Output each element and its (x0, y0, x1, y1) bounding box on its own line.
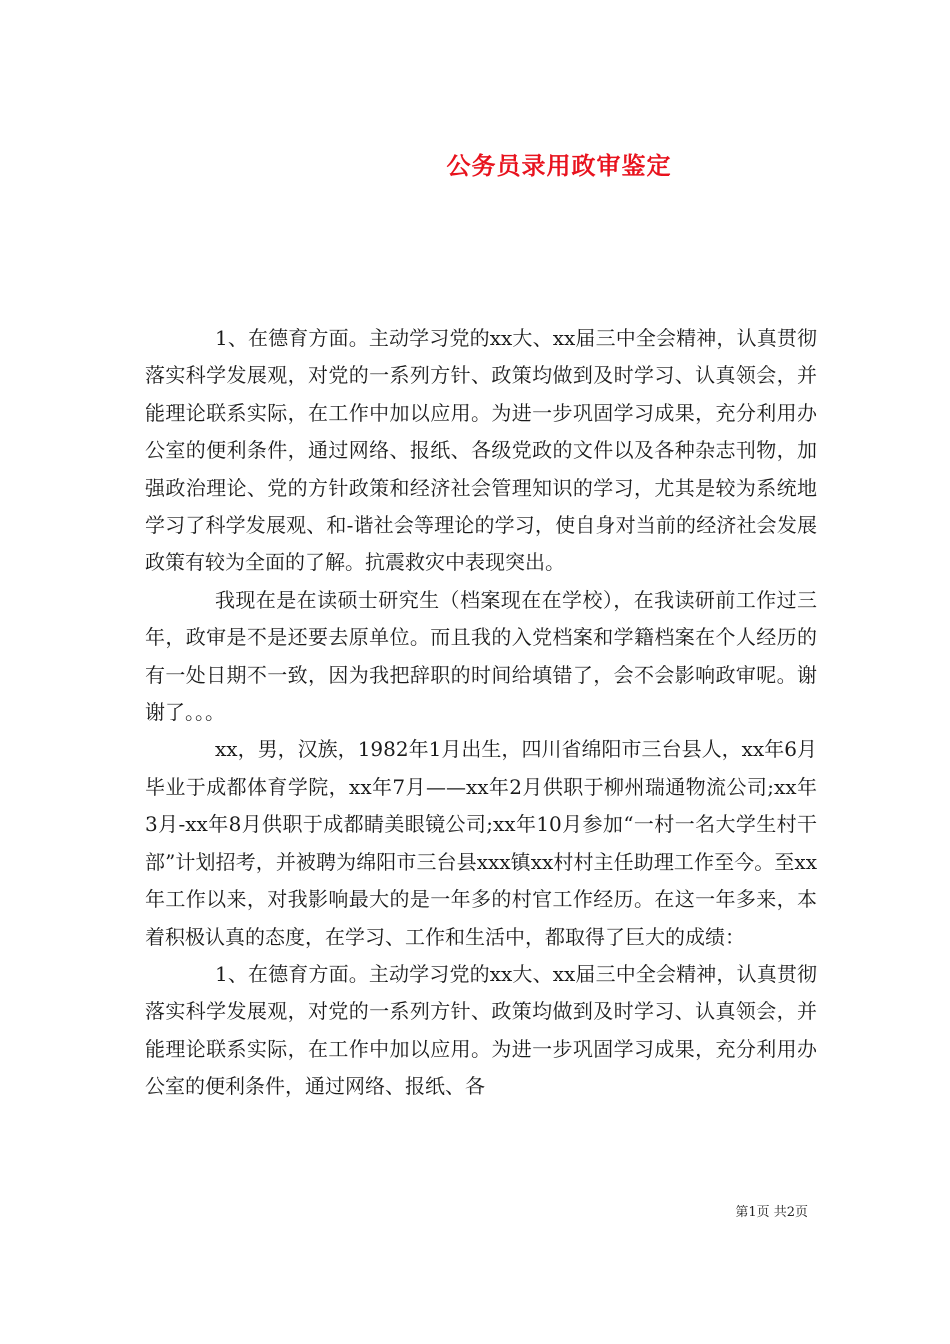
document-title: 公务员录用政审鉴定 (446, 151, 672, 181)
paragraph-3: xx，男，汉族，1982年1月出生，四川省绵阳市三台县人，xx年6月毕业于成都体育学院，xx年7月——xx年2月供职于柳州瑞通物流公司;xx年3月-xx年8月供职于成都睛美眼镜公司;xx年10月参加“一村一名大学生村干部”计划招考，并被聘为绵阳市三台县xxx镇xx村村主任助理工作至今。至xx年工作以来，对我影响最大的是一年多的村官工作经历。在这一年多来，本着积极认真的态度，在学习、工作和生活中，都取得了巨大的成绩： (145, 737, 817, 949)
paragraph-1: 1、在德育方面。主动学习党的xx大、xx届三中全会精神，认真贯彻落实科学发展观，对党的一系列方针、政策均做到及时学习、认真领会，并能理论联系实际，在工作中加以应用。为进一步巩固学习成果，充分利用办公室的便利条件，通过网络、报纸、各级党政的文件以及各种杂志刊物，加强政治理论、党的方针政策和经济社会管理知识的学习，尤其是较为系统地学习了科学发展观、和-谐社会等理论的学习，使自身对当前的经济社会发展政策有较为全面的了解。抗震救灾中表现突出。 (145, 326, 817, 575)
document-body (145, 320, 817, 1106)
paragraph-4: 1、在德育方面。主动学习党的xx大、xx届三中全会精神，认真贯彻落实科学发展观，对党的一系列方针、政策均做到及时学习、认真领会，并能理论联系实际，在工作中加以应用。为进一步巩固学习成果，充分利用办公室的便利条件，通过网络、报纸、各 (145, 961, 817, 1099)
page-number-footer: 第1页 共2页 (735, 1205, 808, 1220)
paragraph-2: 我现在是在读硕士研究生（档案现在在学校），在我读研前工作过三年，政审是不是还要去原单位。而且我的入党档案和学籍档案在个人经历的有一处日期不一致，因为我把辞职的时间给填错了，会不会影响政审呢。谢谢了。。。 (145, 587, 817, 725)
